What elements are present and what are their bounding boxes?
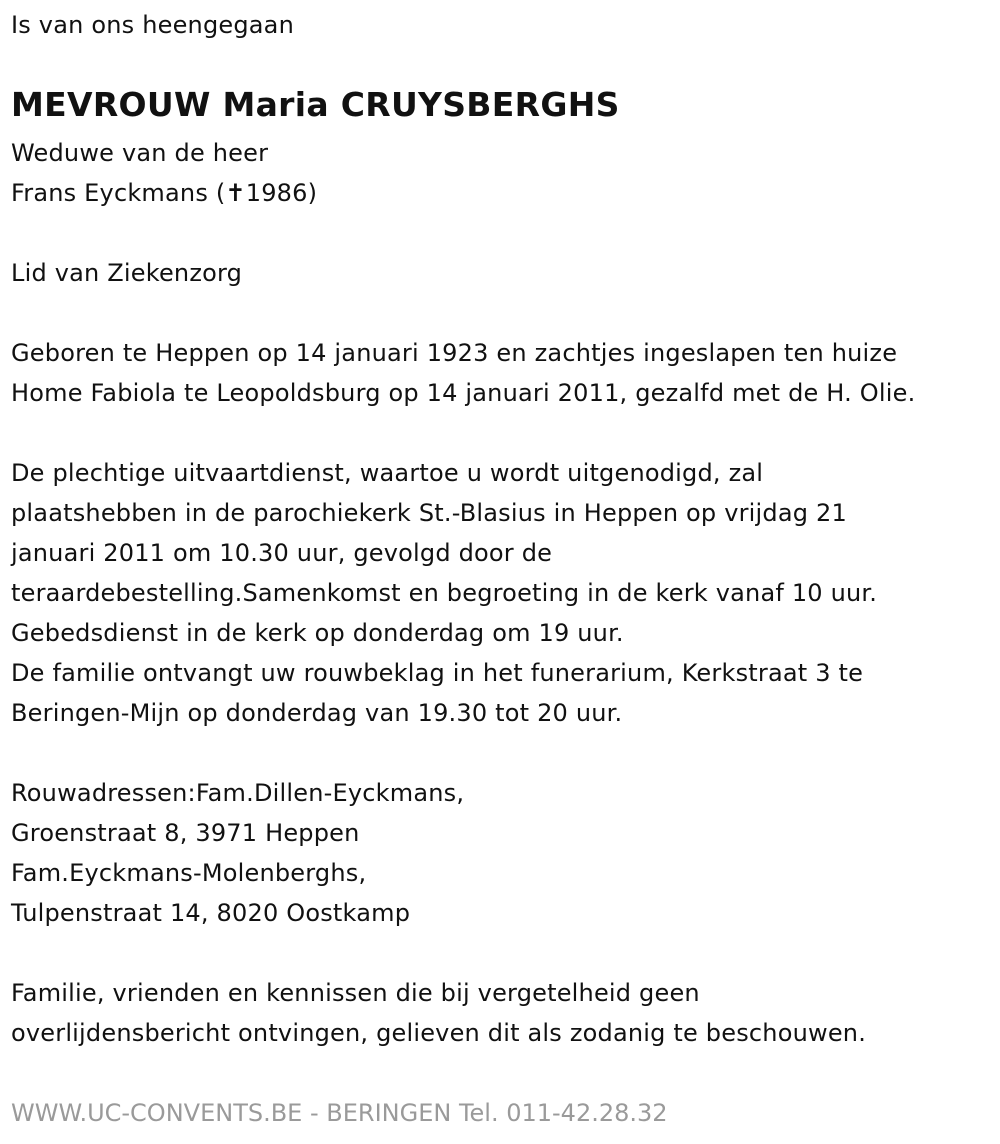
membership-text: Lid van Ziekenzorg xyxy=(11,259,243,287)
service-line: plaatshebben in de parochiekerk St.-Blasius in Heppen op vrijdag 21 xyxy=(11,499,847,527)
service-line: januari 2011 om 10.30 uur, gevolgd door de xyxy=(11,539,553,567)
closing-line: Familie, vrienden en kennissen die bij vergetelheid geen xyxy=(11,979,700,1007)
closing-line: overlijdensbericht ontvingen, gelieven dit als zodanig te beschouwen. xyxy=(11,1019,867,1047)
service-line: De plechtige uitvaartdienst, waartoe u wordt uitgenodigd, zal xyxy=(11,459,764,487)
service-line: Beringen-Mijn op donderdag van 19.30 tot 20 uur. xyxy=(11,699,623,727)
address-line: Tulpenstraat 14, 8020 Oostkamp xyxy=(11,899,411,927)
address-line: Rouwadressen:Fam.Dillen-Eyckmans, xyxy=(11,779,465,807)
spouse-line: Weduwe van de heer xyxy=(11,139,269,167)
intro-text: Is van ons heengegaan xyxy=(11,11,295,39)
spouse-line: Frans Eyckmans (✝1986) xyxy=(11,179,318,207)
address-line: Fam.Eyckmans-Molenberghs, xyxy=(11,859,367,887)
birth-death-line: Home Fabiola te Leopoldsburg op 14 januari 2011, gezalfd met de H. Olie. xyxy=(11,379,916,407)
service-line: Gebedsdienst in de kerk op donderdag om 19 uur. xyxy=(11,619,624,647)
service-line: De familie ontvangt uw rouwbeklag in het funerarium, Kerkstraat 3 te xyxy=(11,659,864,687)
footer-text: WWW.UC-CONVENTS.BE - BERINGEN Tel. 011-42.28.32 xyxy=(11,1099,668,1127)
address-line: Groenstraat 8, 3971 Heppen xyxy=(11,819,360,847)
birth-death-line: Geboren te Heppen op 14 januari 1923 en zachtjes ingeslapen ten huize xyxy=(11,339,898,367)
service-line: teraardebestelling.Samenkomst en begroeting in de kerk vanaf 10 uur. xyxy=(11,579,878,607)
deceased-name: MEVROUW Maria CRUYSBERGHS xyxy=(11,85,620,124)
